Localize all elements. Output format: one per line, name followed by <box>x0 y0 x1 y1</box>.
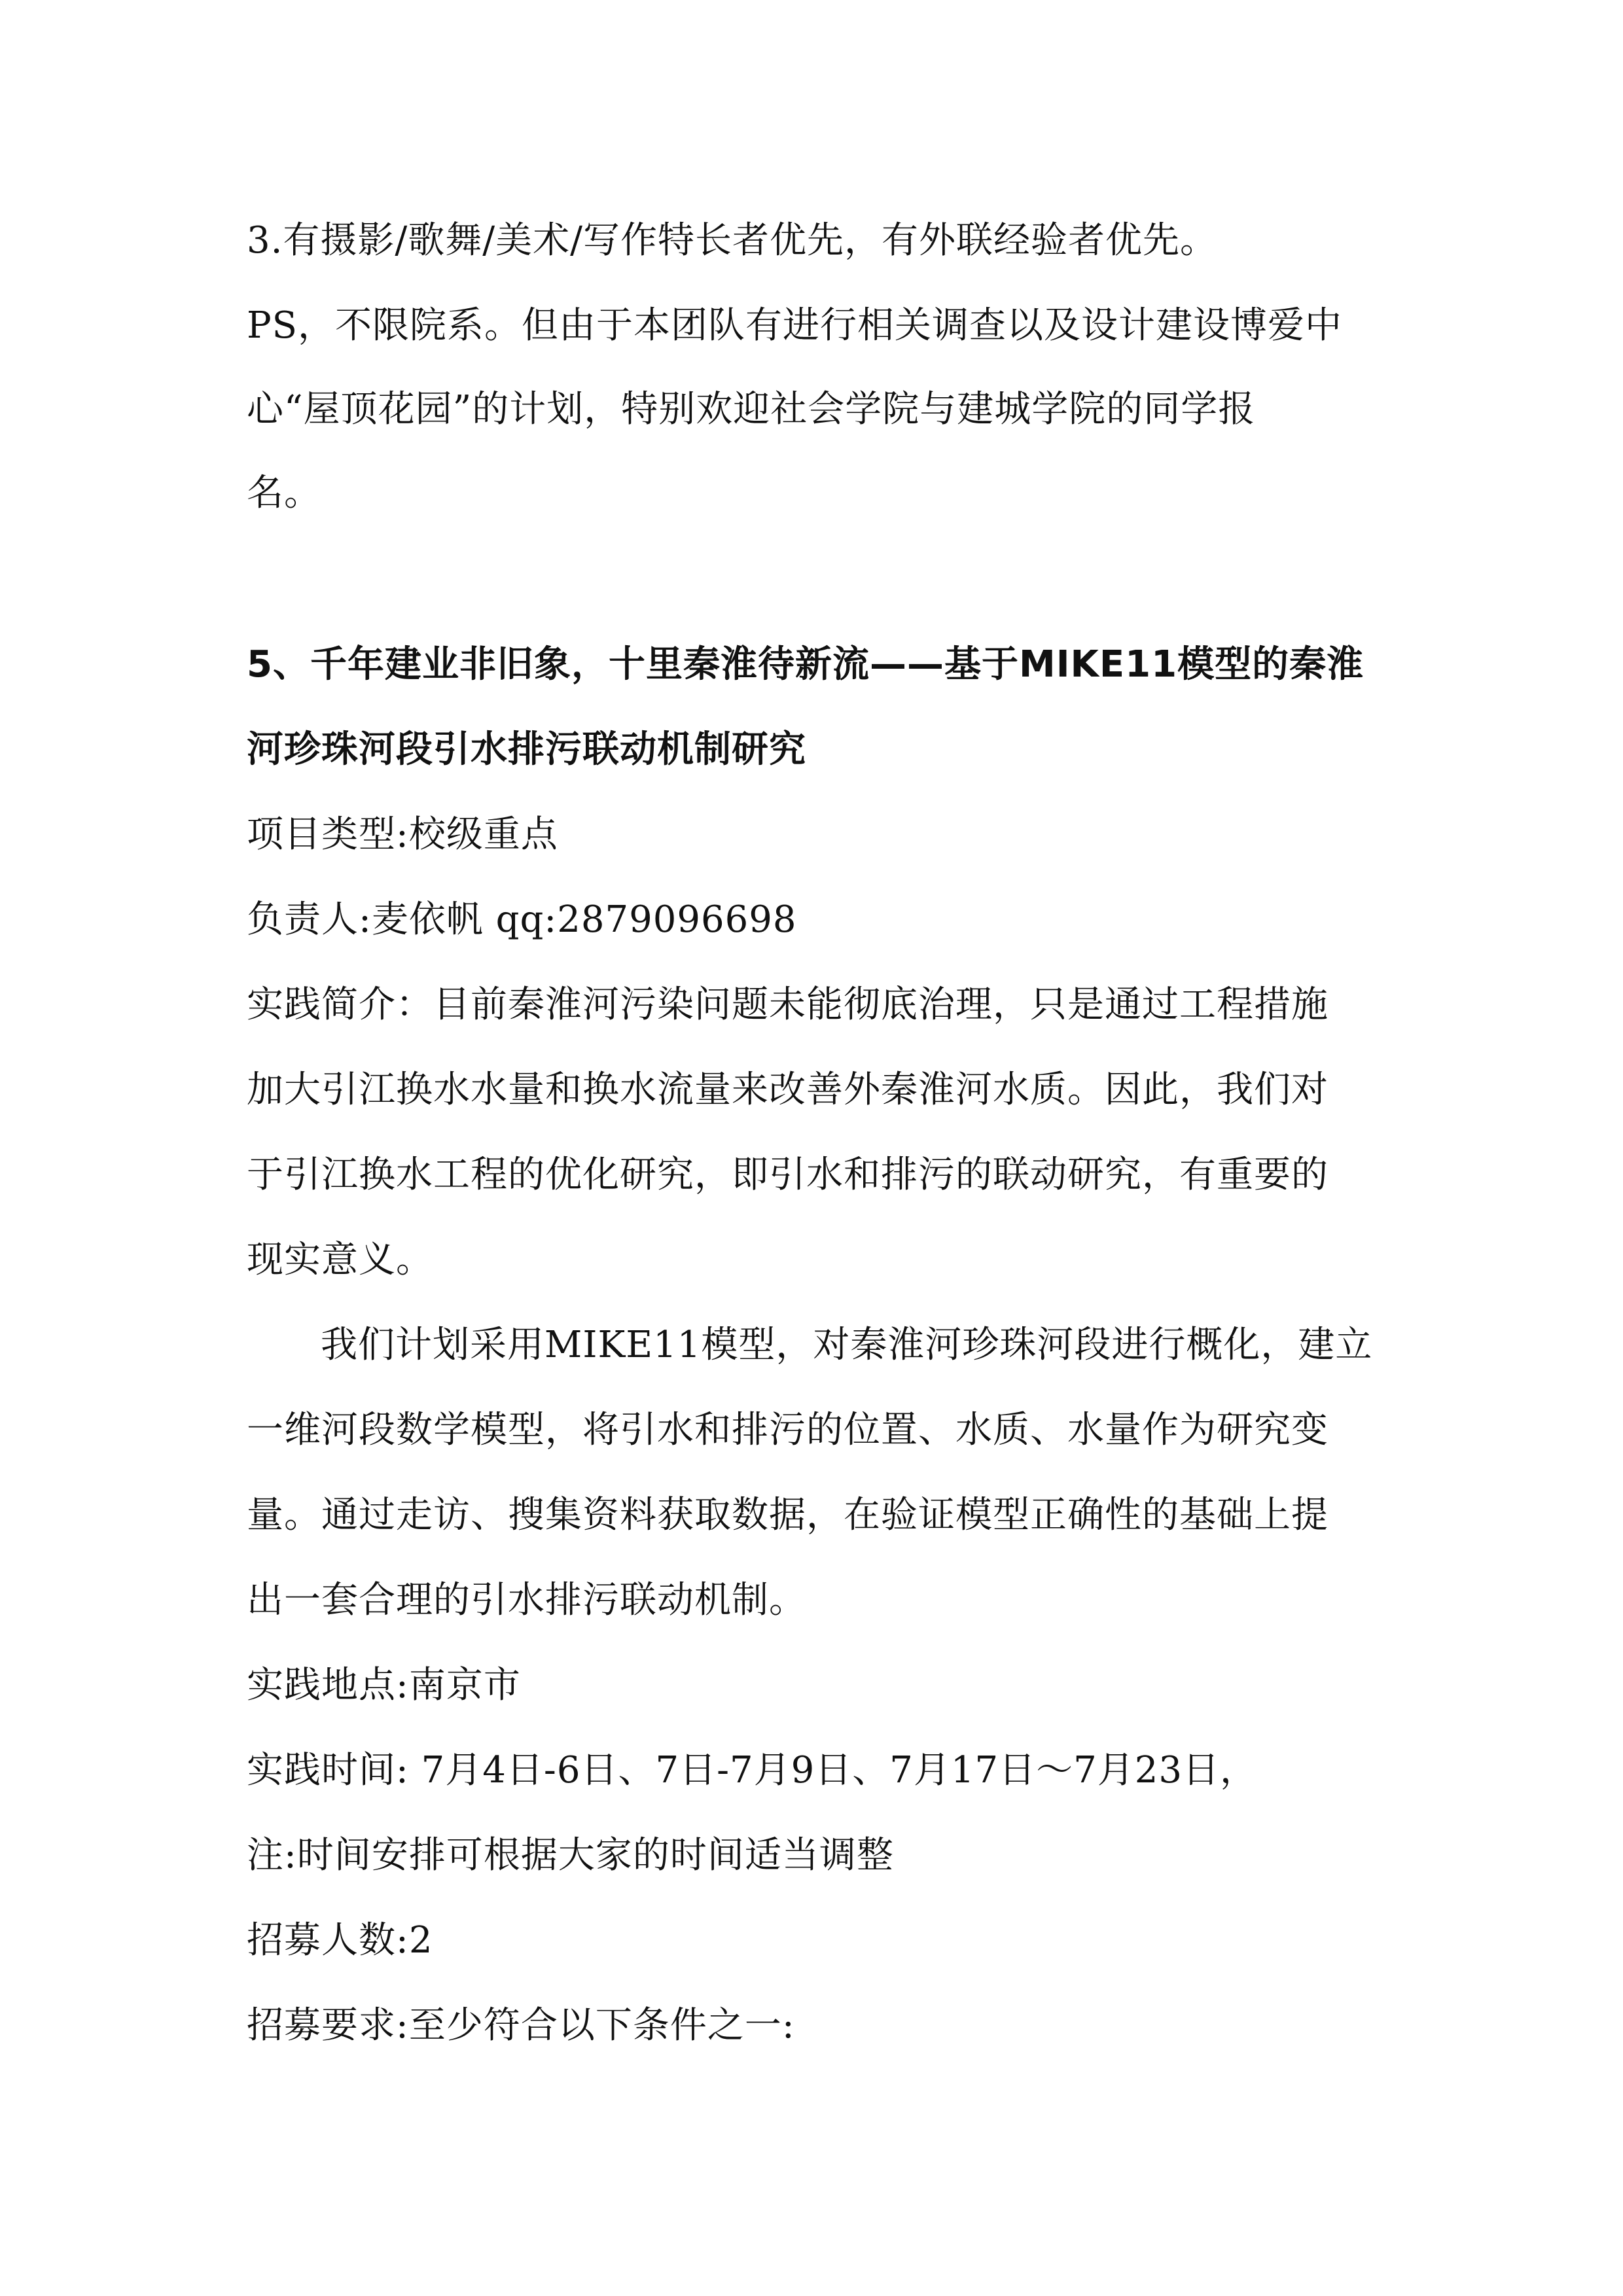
intro-line-2: 加大引江换水水量和换水流量来改善外秦淮河水质。因此，我们对 <box>247 1069 1329 1111</box>
plan-line-4: 出一套合理的引水排污联动机制。 <box>247 1579 806 1621</box>
intro-line-1: 实践简介：目前秦淮河污染问题未能彻底治理，只是通过工程措施 <box>247 983 1329 1026</box>
ps-note-line-2: 心“屋顶花园”的计划，特别欢迎社会学院与建城学院的同学报 <box>247 388 1256 431</box>
practice-location: 实践地点:南京市 <box>247 1664 521 1706</box>
plan-line-1: 我们计划采用MIKE11模型，对秦淮河珍珠河段进行概化，建立 <box>321 1324 1373 1366</box>
project-leader: 负责人:麦依帆 qq:2879096698 <box>247 898 797 941</box>
intro-line-4: 现实意义。 <box>247 1239 433 1281</box>
recruit-count: 招募人数:2 <box>247 1919 433 1962</box>
section-title-line-2: 河珍珠河段引水排污联动机制研究 <box>247 728 806 771</box>
ps-note-line-1: PS，不限院系。但由于本团队有进行相关调查以及设计建设博爱中 <box>247 304 1343 347</box>
ps-note-line-3: 名。 <box>247 472 321 514</box>
plan-line-2: 一维河段数学模型，将引水和排污的位置、水质、水量作为研究变 <box>247 1409 1329 1451</box>
plan-line-3: 量。通过走访、搜集资料获取数据，在验证模型正确性的基础上提 <box>247 1494 1329 1536</box>
project-type: 项目类型:校级重点 <box>247 813 558 856</box>
practice-time-line-2: 注:时间安排可根据大家的时间适当调整 <box>247 1834 894 1877</box>
recruit-requirements: 招募要求:至少符合以下条件之一: <box>247 2004 795 2047</box>
section-title-line-1: 5、千年建业非旧象，十里秦淮待新流——基于MIKE11模型的秦淮 <box>247 643 1364 686</box>
practice-time-line-1: 实践时间: 7月4日-6日、7日-7月9日、7月17日～7月23日， <box>247 1749 1258 1792</box>
intro-line-3: 于引江换水工程的优化研究，即引水和排污的联动研究，有重要的 <box>247 1154 1329 1196</box>
requirement-item-3: 3.有摄影/歌舞/美术/写作特长者优先，有外联经验者优先。 <box>247 219 1218 262</box>
